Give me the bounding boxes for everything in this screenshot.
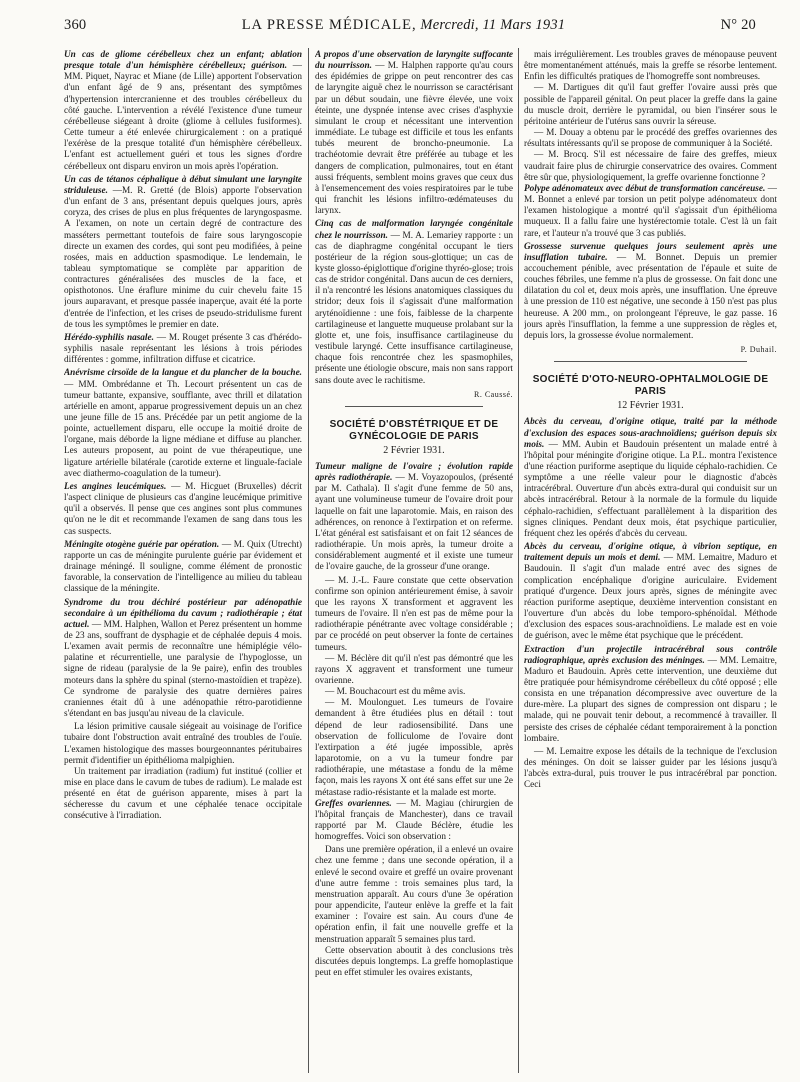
article-entry bbox=[64, 50, 302, 173]
article-body: — MM. Piquet, Nayrac et Miane (de Lille) apportent l'observation d'un enfant âgé de 9 ans, présentant des symptômes d'hypertension intercranienne et des troubles cérébelleux du côté gauche. L'intervention a révélé l'existence d'une tumeur cérébelleuse siégeant à droite (gliome à cellules fusiformes). Cette tumeur a été enlevée chirurgicalement : on a pratiqué l'exérèse de la presque totalité d'un hémisphère cérébelleux. L'enfant est actuellement guéri et tous les signes d'ordre cérébelleux ont disparu environ un mois après l'opération. bbox=[64, 61, 302, 172]
article-title: Polype adénomateux avec début de transformation cancéreuse. bbox=[524, 183, 766, 194]
society-heading: SOCIÉTÉ D'OBSTÉTRIQUE ET DE GYNÉCOLOGIE DE PARIS bbox=[329, 418, 499, 442]
article-body: — M. Quix (Utrecht) rapporte un cas de méningite purulente guérie par évidement et drainage méningé. Il souligne, comme élément de pronostic favorable, la conservation de l'intelligence au milieu du tableau classique de la méningite. bbox=[64, 539, 302, 595]
article-paragraph bbox=[524, 50, 777, 83]
article-paragraph bbox=[315, 687, 513, 698]
article-entry bbox=[64, 368, 302, 480]
article-entry bbox=[315, 219, 513, 386]
author-signature: P. Duhail. bbox=[740, 345, 777, 355]
article-paragraph bbox=[315, 845, 513, 945]
article-body: — M. Lemaitre expose les détails de la technique de l'exclusion des méninges. On doit se laisser guider par les lésions jusqu'à l'abcès extra-dural, puis trouver le pus intracérébral par ponction. Ceci bbox=[524, 746, 777, 791]
article-entry bbox=[64, 175, 302, 331]
article-paragraph bbox=[524, 128, 777, 150]
article-body: — M. Magiau (chirurgien de l'hôpital français de Manchester), dans ce travail rapporté par M. Claude Béclère, étudie les homogreffes. Voici son observation : bbox=[315, 798, 513, 843]
session-date: 2 Février 1931. bbox=[383, 444, 445, 456]
article-body: La lésion primitive causale siégeait au voisinage de l'orifice tubaire dont l'obstruction avait entraîné des troubles de l'ouïe. L'examen histologique des masses bourgeonnantes péritubaires permit d'identifier un épithélioma malpighien. bbox=[64, 722, 302, 766]
article-title: Méningite otogène guérie par opération. bbox=[64, 539, 220, 550]
column-rule bbox=[518, 48, 519, 1073]
section-divider bbox=[345, 406, 483, 407]
column-1 bbox=[64, 50, 302, 1070]
article-entry bbox=[64, 482, 302, 538]
article-body: — M. Douay a obtenu par le procédé des greffes ovariennes des résultats intéressants qu'il se propose de communiquer à la Société. bbox=[524, 128, 777, 150]
article-entry bbox=[315, 799, 513, 844]
column-2 bbox=[315, 50, 513, 1070]
article-entry bbox=[524, 242, 777, 342]
article-entry bbox=[524, 417, 777, 540]
article-paragraph bbox=[315, 576, 513, 654]
article-paragraph bbox=[315, 654, 513, 687]
article-body: —M. R. Gretté (de Blois) apporte l'observation d'un enfant de 3 ans, présentant depuis quelques jours, après coryza, des crises de plus en plus fréquentes de laryngospasme. A l'examen, on note un certain degré de contracture des masséters permettant toutefois de faire sous laryngoscopie directe un examen des cordes, qui sont peu modifiées, à peine rosées, mais en adduction spasmodique. Le lendemain, le tableau symptomatique se complète par apparition de contractures généralisées des muscles de la face, et opisthotonos. Une éraflure minime du cuir chevelu faite 15 jours auparavant, et presque passée inaperçue, avait été la porte d'entrée de l'infection, et les crises de pseudo-stridulisme furent de tous les symptômes le premier en date. bbox=[64, 185, 302, 330]
page-header bbox=[64, 17, 756, 37]
article-body: — M. Moulonguet. Les tumeurs de l'ovaire demandent à être étudiées plus en détail : tout dépend de leur radiosensibilité. Dans une observation de folliculome de l'ovaire dont l'extirpation a été jugée impossible, après laparotomie, on a vu la tumeur fondre par radiothérapie, une métastase a fondu de la même façon, mais les rayons X ont été sans effet sur une 2e métastase radio-résistante et la malade est morte. bbox=[315, 698, 513, 798]
article-title: Un cas de tétanos céphalique à début simulant une laryngite striduleuse. bbox=[64, 174, 302, 196]
article-body: mais irrégulièrement. Les troubles graves de ménopause peuvent être momentanément atténués, mais la greffe se résorbe lentement. Enfin les difficultés pratiques de l'homogreffe sont nombreuses. bbox=[524, 50, 777, 83]
article-title: Hérédo-syphilis nasale. bbox=[64, 332, 154, 343]
session-date: 12 Février 1931. bbox=[617, 400, 684, 412]
article-entry bbox=[315, 462, 513, 574]
article-paragraph bbox=[524, 83, 777, 128]
article-body: — M. Béclère dit qu'il n'est pas démontré que les rayons X aggravent et transforment une tumeur ovarienne. bbox=[315, 653, 513, 686]
article-body: — M. Brocq. S'il est nécessaire de faire des greffes, mieux vaudrait faire plus de chirurgie conservatrice des ovaires. Comment être sûr que, physiologiquement, la greffe ovarienne fonctionne ? bbox=[524, 150, 777, 183]
article-entry bbox=[64, 540, 302, 596]
article-body: — M. Bonnet a enlevé par torsion un petit polype adénomateux dont l'examen histologique a montré qu'il s'agissait d'un épithélioma muqueux. Il a fallu faire une hystérectomie totale. C'est là un fait rare, et l'auteur n'a trouvé que 3 cas publiés. bbox=[524, 183, 777, 239]
article-body: — M. A. Lemariey rapporte : un cas de diaphragme congénital occupant le tiers postérieur de la région sous-glottique; un cas de kyste glosso-épiglottique d'origine thyréo-glose; trois cas de stridor congénital. Dans aucun de ces derniers, il n'a rencontré les lésions anatomiques classiques du stridor; deux fois il s'agissait d'une malformation aryténoïdienne : une fois, faiblesse de la charpente cartilagineuse et languette muqueuse prolabant sur la glotte et, une fois, insuffisance cartilagineuse du vestibule laryngé. Cette insuffisance cartilagineuse, chaque fois rencontrée chez les spasmophiles, présente une étiologie obscure, mais non sans rapport sans doute avec le rachitisme. bbox=[315, 230, 513, 386]
article-body: Un traitement par irradiation (radium) fut institué (collier et mise en place dans le cavum de tubes de radium). Le malade est présenté en état de guérison apparente, mises à part la sécheresse du cavum et une céphalée tenace occipitale consécutive à l'irradiation. bbox=[64, 766, 302, 822]
article-entry bbox=[64, 598, 302, 721]
society-heading: SOCIÉTÉ D'OTO-NEURO-OPHTALMOLOGIE DE PARIS bbox=[532, 374, 769, 398]
article-body: — M. Bouchacourt est du même avis. bbox=[325, 687, 466, 698]
article-body: — MM. Aubin et Baudouin présentent un malade entré à l'hôpital pour méningite d'origine otique. La P.L. montra l'existence d'une réaction puriforme aseptique du liquide céphalo-rachidien. Ce symptôme a une réelle valeur pour le diagnostic d'abcès intracérébral. Ouverture d'un abcès extra-dural qui conduisit sur un abcès intracérébral. Retour à la normale de la formule du liquide céphalo-rachidien, s'effectuant parallèlement à la disparition des signes cliniques. Pendant deux mois, état psychique particulier, fréquent chez les opérés d'abcès du cerveau. bbox=[524, 439, 777, 539]
article-paragraph bbox=[315, 946, 513, 979]
issue-number: N° 20 bbox=[720, 17, 756, 33]
article-title: Abcès du cerveau, d'origine otique, traité par la méthode d'exclusion des espaces sous-arachnoïdiens; guérison depuis six mois. bbox=[524, 417, 777, 450]
article-entry bbox=[524, 645, 777, 745]
column-rule bbox=[308, 48, 309, 1073]
article-paragraph bbox=[315, 698, 513, 798]
column-3 bbox=[524, 50, 777, 1070]
article-body: Cette observation aboutit à des conclusions très discutées depuis longtemps. La greffe homoplastique peut en effet stimuler les ovaires existants, bbox=[315, 945, 513, 979]
article-paragraph bbox=[524, 747, 777, 792]
article-entry bbox=[64, 333, 302, 366]
article-body: — M. Hicguet (Bruxelles) décrit l'aspect clinique de plusieurs cas d'angine leucémique primitive qu'il a observés. Il pense que ces angines sont plus communes qu'on ne le dit et recommande l'examen de sang dans tous les cas suspects. bbox=[64, 481, 302, 537]
article-body: — M. J.-L. Faure constate que cette observation confirme son opinion antérieurement émise, à savoir que les rayons X transforment et aggravent les tumeurs de l'ovaire. Il n'en est pas de même pour la radiothérapie pénétrante avec voltage considérable ; par ce procédé on peut observer la fonte de certaines tumeurs. bbox=[315, 575, 513, 653]
article-title: Abcès du cerveau, d'origine otique, à vibrion septique, en traitement depuis un mois et demi. bbox=[524, 542, 777, 564]
article-body: — M. Bonnet. Depuis un premier accouchement pénible, avec présentation de l'épaule et suite de couches fébriles, une femme n'a plus de grossesse. On fait donc une dilatation du col et, deux mois après, une insufflation. Une épreuve à une pression de 110 est négative, une seconde à 150 n'est pas plus heureuse. A 200 mm., on prolongeant l'épreuve, le gaz passe. 16 jours après l'insufflation, la femme a une suppression de règles et, depuis lors, la grossesse évolue normalement. bbox=[524, 252, 777, 341]
article-body: — M. Dartigues dit qu'il faut greffer l'ovaire aussi près que possible de l'appareil génital. On peut placer la greffe dans la gaine du muscle droit, derrière le pyramidal, ou bien l'insérer sous le péritoine antérieur de l'utérus sans ouvrir la séreuse. bbox=[524, 83, 777, 127]
article-body: — MM. Ombrédanne et Th. Lecourt présentent un cas de tumeur battante, expansive, soufflante, avec thrill et dilatation artérielle en amont, apparue progressivement depuis un an chez une jeune fille de 15 ans. Précédée par un petit angiome de la pointe, actuellement disparu, elle occupe la moitié droite de l'organe, mais déborde la ligne médiane et diffuse au plancher. Les auteurs proposent, au point de vue thérapeutique, une ligature artérielle bilatérale (carotide externe et linguale-faciale avec diathermo-coagulation de la tumeur). bbox=[64, 379, 302, 479]
article-title: Grossesse survenue quelques jours seulement après une insufflation tubaire. bbox=[524, 241, 777, 263]
article-title: Greffes ovariennes. bbox=[315, 798, 392, 809]
page-number: 360 bbox=[64, 17, 87, 33]
article-entry bbox=[524, 542, 777, 642]
article-title: Un cas de gliome cérébelleux chez un enfant; ablation presque totale d'un hémisphère cérébelleux; guérison. bbox=[64, 50, 302, 72]
article-body: — MM. Lemaitre, Maduro et Baudouin. Il s'agit d'un malade entré avec des signes de complication encéphalique d'origine auriculaire. Evidement pratiqué d'urgence. Deux jours après, signes de méningite avec réaction puriforme aseptique, deuxième intervention consistant en l'ouverture d'un abcès du lobe temporo-sphénoïdal. Méthode d'exclusion des espaces sous-arachnoïdiens. Le malade est en voie de guérison, avec le même état psychique que le précédent. bbox=[524, 553, 777, 642]
article-entry bbox=[524, 184, 777, 240]
article-title: Tumeur maligne de l'ovaire ; évolution rapide après radiothérapie. bbox=[315, 462, 513, 484]
article-body: — M. Rouget présente 3 cas d'hérédo-syphilis nasale représentant les lésions à trois périodes différentes : gomme, infiltration diffuse et cicatrice. bbox=[64, 332, 302, 366]
article-title: Syndrome du trou déchiré postérieur par adénopathie secondaire à un épithélioma du cavum ; radiothérapie ; état actuel. bbox=[64, 597, 302, 630]
article-title: A propos d'une observation de laryngite suffocante du nourrisson. bbox=[315, 50, 513, 72]
article-paragraph bbox=[524, 150, 777, 183]
article-title: Les angines leucémiques. bbox=[64, 481, 167, 492]
article-body: — M. Halphen rapporte qu'au cours des épidémies de grippe on peut rencontrer des cas de laryngite aiguë chez le nourrisson se caractérisant par un début soudain, une fièvre élevée, une voix éteinte, une dyspnée intense avec crises d'asphyxie simulant le croup et nécessitant une intervention immédiate. Le tubage est difficile et tous les enfants tubés meurent de broncho-pneumonie. La trachéotomie devrait être préférée au tubage et les dangers de complication, pulmonaires, tout en étant aussi fréquents, semblent moins graves que ceux dus à l'ensemencement des voies respiratoires par le tube qui franchit les lésions infiltro-œdémateuses du larynx. bbox=[315, 61, 513, 217]
author-signature: R. Caussé. bbox=[474, 389, 513, 399]
article-title: Extraction d'un projectile intracérébral sous contrôle radiographique, après exclusion des méninges. bbox=[524, 644, 777, 666]
article-body: — MM. Halphen, Wallon et Perez présentent un homme de 23 ans, souffrant de dysphagie et de céphalée depuis 4 mois. L'examen avait permis de reconnaître une hémiplégie vélo-palatine et récurrentielle, une paralysie de l'hypoglosse, un signe de rideau (paralysie de la 9e paire), enfin des troubles moteurs dans la sphère du spinal (sterno-mastoïdien et trapèze). Ce syndrome de paralysie des quatre dernières paires craniennes était dû à une adénopathie rétro-parotidienne s'étendant en bas jusqu'au niveau de la clavicule. bbox=[64, 619, 302, 720]
article-body: — MM. Lemaitre, Maduro et Baudouin. Après cette intervention, une deuxième dut être pratiquée pour hémisyndrome cérébelleux du côté opposé ; elle consista en une trépanation décompressive avec ouverture de la dure-mère. La plupart des signes de compression ont disparu ; le malade, qui ne pouvait tenir debout, a recommencé à travailler. Il persiste des crises de céphalée cédant temporairement à la ponction lombaire. bbox=[524, 655, 777, 744]
issue-date: Mercredi, 11 Mars 1931 bbox=[420, 17, 566, 33]
article-body: Dans une première opération, il a enlevé un ovaire chez une femme ; dans une seconde opération, il a enlevé le second ovaire et greffé un ovaire provenant d'une autre femme : trois semaines plus tard, la menstruation apparaît. Au cours d'une 3e opération pour appendicite, l'auteur enlève la greffe et la fait examiner : l'ovaire est sain. Au cours d'une 4e opération enfin, il fait une nouvelle greffe et la menstruation apparaît 5 semaines plus tard. bbox=[315, 845, 513, 945]
article-paragraph bbox=[64, 722, 302, 767]
section-divider bbox=[554, 361, 747, 362]
article-paragraph bbox=[64, 767, 302, 823]
article-title: Anévrisme cirsoïde de la langue et du plancher de la bouche. bbox=[64, 368, 302, 379]
article-body: — M. Voyazopoulos, (présenté par M. Cathala). Il s'agit d'une femme de 50 ans, ayant une volumineuse tumeur de l'ovaire droit pour laquelle on fait une laparotomie. Mais, en raison des adhérences, on renonce à l'extirpation et on referme. L'état général est satisfaisant et on fait 12 séances de radiothérapie. Un mois après, la tumeur droite a considérablement augmenté et il existe une tumeur de l'ovaire gauche, de la grosseur d'une orange. bbox=[315, 473, 513, 573]
journal-title: LA PRESSE MÉDICALE, Mercredi, 11 Mars 1931 bbox=[241, 17, 566, 33]
article-entry bbox=[315, 50, 513, 217]
article-title: Cinq cas de malformation laryngée congénitale chez le nourrisson. bbox=[315, 219, 513, 241]
